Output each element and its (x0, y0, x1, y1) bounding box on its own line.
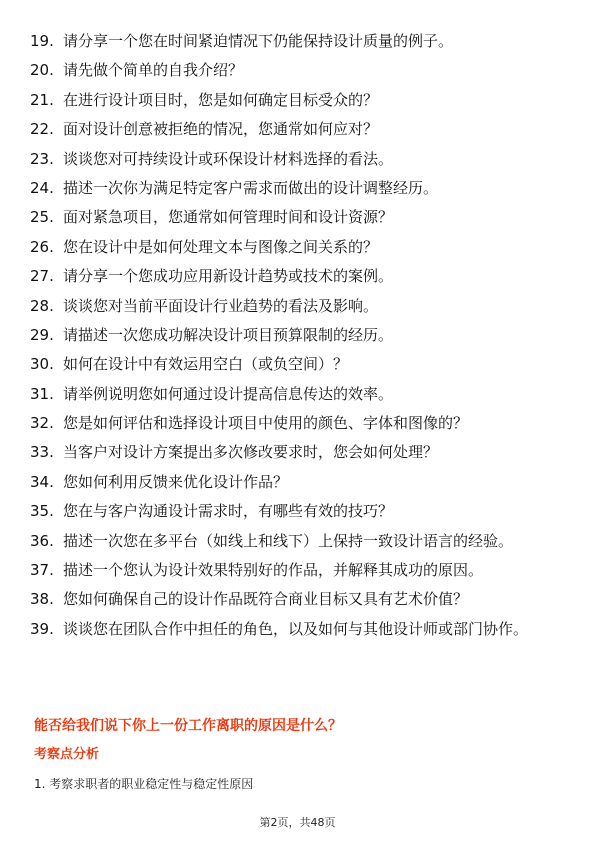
question-number: 38. (30, 590, 54, 609)
question-number: 29. (30, 325, 54, 344)
question-text: 谈谈您对当前平面设计行业趋势的看法及影响。 (63, 296, 379, 315)
question-text: 请分享一个您在时间紧迫情况下仍能保持设计质量的例子。 (63, 32, 454, 50)
question-item (30, 59, 570, 82)
question-text: 请先做个简单的自我介绍？ (63, 61, 244, 80)
question-item (30, 148, 570, 171)
question-text: 描述一个您认为设计效果特别好的作品，并解释其成功的原因。 (63, 561, 484, 580)
question-number: 22. (30, 120, 54, 139)
question-number: 23. (30, 149, 54, 168)
analysis-item: 1. 考察求职者的职业稳定性与稳定性原因 (34, 777, 254, 791)
question-number: 20. (30, 61, 54, 80)
question-text: 您是如何评估和选择设计项目中使用的颜色、字体和图像的？ (63, 414, 469, 433)
question-item (30, 324, 570, 347)
question-item (30, 295, 570, 318)
question-number: 33. (30, 443, 54, 462)
question-number: 28. (30, 296, 54, 315)
question-item (30, 30, 570, 53)
question-number: 21. (30, 90, 54, 109)
question-text: 您如何确保自己的设计作品既符合商业目标又具有艺术价值？ (63, 590, 469, 609)
question-item (30, 500, 570, 523)
question-item (30, 118, 570, 141)
question-text: 谈谈您对可持续设计或环保设计材料选择的看法。 (63, 149, 394, 168)
question-number: 34. (30, 472, 54, 491)
question-text: 您在与客户沟通设计需求时，有哪些有效的技巧？ (63, 502, 394, 521)
question-number: 25. (30, 208, 54, 227)
question-text: 您在设计中是如何处理文本与图像之间关系的？ (63, 237, 379, 256)
question-text: 描述一次你为满足特定客户需求而做出的设计调整经历。 (63, 178, 439, 197)
question-item (30, 559, 570, 582)
question-text: 谈谈您在团队合作中担任的角色，以及如何与其他设计师或部门协作。 (63, 619, 529, 638)
question-text: 如何在设计中有效运用空白（或负空间）？ (63, 355, 349, 374)
question-number: 39. (30, 619, 54, 638)
question-item (30, 530, 570, 553)
question-text: 请分享一个您成功应用新设计趋势或技术的案例。 (63, 267, 394, 286)
question-text: 请举例说明您如何通过设计提高信息传达的效率。 (63, 384, 394, 403)
question-number: 19. (30, 32, 54, 50)
question-text: 您如何利用反馈来优化设计作品？ (63, 472, 289, 491)
question-number: 24. (30, 178, 54, 197)
question-number: 32. (30, 414, 54, 433)
question-item (30, 236, 570, 259)
question-number: 26. (30, 237, 54, 256)
question-item (30, 353, 570, 376)
question-text: 面对紧急项目，您通常如何管理时间和设计资源？ (63, 208, 394, 227)
question-item (30, 206, 570, 229)
question-number: 36. (30, 531, 54, 550)
question-item (30, 89, 570, 112)
question-number: 35. (30, 502, 54, 521)
question-number: 31. (30, 384, 54, 403)
question-item (30, 618, 570, 641)
question-item (30, 471, 570, 494)
question-text: 面对设计创意被拒绝的情况，您通常如何应对？ (63, 120, 379, 139)
question-number: 27. (30, 267, 54, 286)
question-item (30, 383, 570, 406)
question-number: 30. (30, 355, 54, 374)
question-list (30, 30, 570, 647)
question-item (30, 177, 570, 200)
question-number: 37. (30, 561, 54, 580)
question-text: 在进行设计项目时，您是如何确定目标受众的？ (63, 90, 379, 109)
question-text: 当客户对设计方案提出多次修改要求时，您会如何处理？ (63, 443, 439, 462)
question-text: 描述一次您在多平台（如线上和线下）上保持一致设计语言的经验。 (63, 531, 514, 550)
section-subtitle: 考察点分析 (34, 747, 100, 762)
section-title: 能否给我们说下你上一份工作离职的原因是什么？ (34, 718, 342, 734)
page-number: 第2页，共48页 (259, 816, 336, 829)
question-item (30, 265, 570, 288)
question-item (30, 412, 570, 435)
question-item (30, 588, 570, 611)
question-item (30, 441, 570, 464)
question-text: 请描述一次您成功解决设计项目预算限制的经历。 (63, 325, 394, 344)
